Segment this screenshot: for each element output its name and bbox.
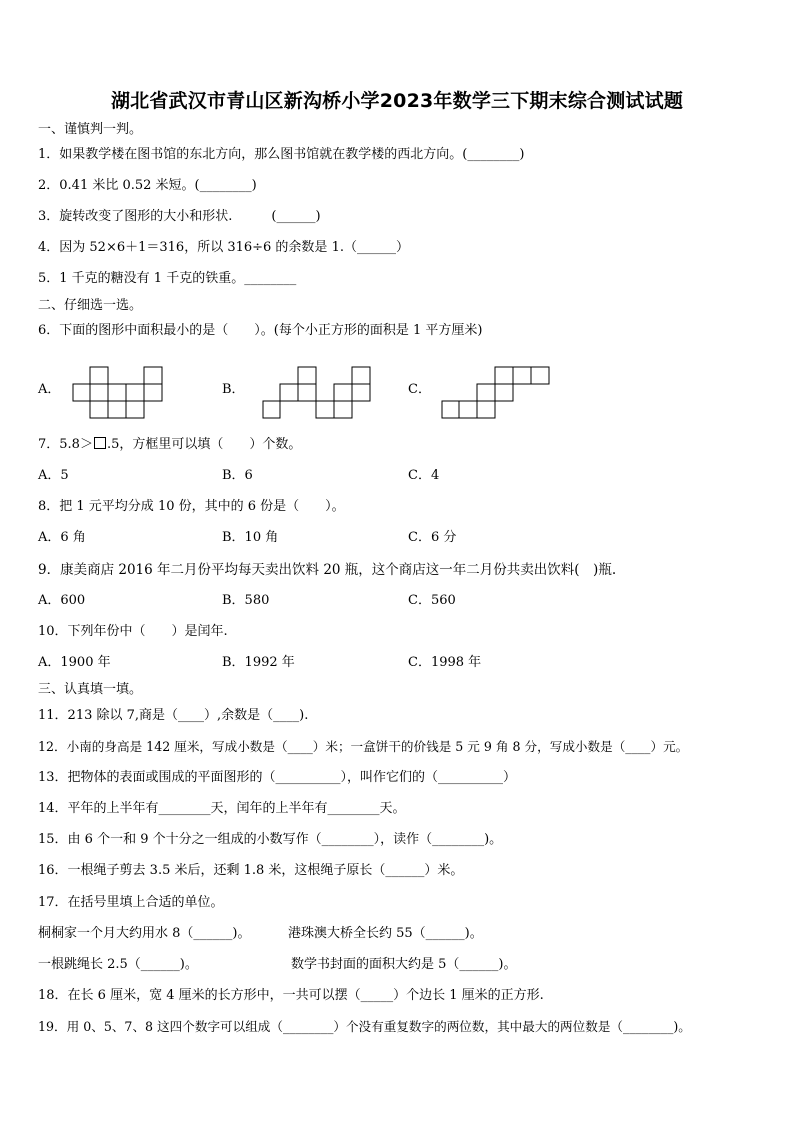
question-16: 16．一根绳子剪去 3.5 米后，还剩 1.8 米，这根绳子原长（______）米。 [38, 863, 464, 878]
question-3: 3．旋转改变了图形的大小和形状. (______) [38, 209, 321, 224]
q7-option-b: B．6 [222, 468, 253, 483]
question-5: 5．1 千克的糖没有 1 千克的铁重。________ [38, 271, 297, 286]
q9-option-a: A．600 [38, 593, 86, 608]
question-4: 4．因为 52×6＋1＝316，所以 316÷6 的余数是 1.（______） [38, 240, 409, 255]
q10-option-b: B．1992 年 [222, 655, 295, 670]
section-heading-3: 三、认真填一填。 [38, 682, 143, 697]
section-heading-1: 一、谨慎判一判。 [38, 122, 143, 137]
page-title: 湖北省武汉市青山区新沟桥小学2023年数学三下期末综合测试试题 [110, 90, 684, 112]
q7-option-c: C．4 [408, 468, 440, 483]
question-8: 8．把 1 元平均分成 10 份，其中的 6 份是（ ）。 [38, 499, 345, 514]
q8-option-b: B．10 角 [222, 530, 279, 545]
question-17: 17．在括号里填上合适的单位。 [38, 895, 224, 910]
question-12: 12．小南的身高是 142 厘米，写成小数是（____）米；一盒饼干的价钱是 5 元 9 角 8 分，写成小数是（____）元。 [38, 739, 689, 754]
question-10: 10．下列年份中（ ）是闰年. [38, 624, 228, 639]
question-17-item-b: 港珠澳大桥全长约 55（______)。 [288, 926, 483, 941]
q8-option-a: A．6 角 [38, 530, 86, 545]
q8-option-c: C．6 分 [408, 530, 457, 545]
q10-option-c: C．1998 年 [408, 655, 482, 670]
question-15: 15．由 6 个一和 9 个十分之一组成的小数写作（________），读作（________)。 [38, 832, 503, 847]
question-7 [38, 437, 301, 453]
question-11: 11．213 除以 7,商是（____）,余数是（____). [38, 708, 309, 723]
q6-option-a-label: A． [38, 382, 61, 397]
question-1: 1．如果教学楼在图书馆的东北方向，那么图书馆就在教学楼的西北方向。(________) [38, 147, 525, 162]
question-9: 9．康美商店 2016 年二月份平均每天卖出饮料 20 瓶，这个商店这一年二月份共卖出饮料( )瓶. [38, 562, 617, 578]
q10-option-a: A．1900 年 [38, 655, 111, 670]
question-19: 19．用 0、5、7、8 这四个数字可以组成（________）个没有重复数字的两位数，其中最大的两位数是（________)。 [38, 1019, 691, 1034]
q6-option-b-label: B． [222, 382, 245, 397]
question-6: 6．下面的图形中面积最小的是（ ）。(每个小正方形的面积是 1 平方厘米) [38, 323, 483, 338]
q6-option-c-figure [441, 366, 551, 420]
question-17-item-a: 桐桐家一个月大约用水 8（______)。 [38, 926, 251, 941]
question-13: 13．把物体的表面或围成的平面图形的（__________），叫作它们的（__________） [38, 770, 517, 785]
q9-option-c: C．560 [408, 593, 456, 608]
section-heading-2: 二、仔细选一选。 [38, 298, 143, 313]
question-18: 18．在长 6 厘米，宽 4 厘米的长方形中，一共可以摆（_____）个边长 1 厘米的正方形. [38, 988, 544, 1003]
question-17-item-c: 一根跳绳长 2.5（______)。 [38, 957, 198, 972]
q6-option-b-figure [262, 366, 372, 420]
question-2: 2．0.41 米比 0.52 米短。(________) [38, 178, 257, 193]
question-17-item-d: 数学书封面的面积大约是 5（______)。 [291, 957, 517, 972]
q9-option-b: B．580 [222, 593, 270, 608]
question-7-suffix: .5，方框里可以填（ ）个数。 [106, 437, 302, 452]
blank-square-icon [94, 437, 106, 449]
question-7-prefix: 7．5.8＞ [38, 437, 93, 452]
q6-option-c-label: C． [408, 382, 431, 397]
question-14: 14．平年的上半年有________天，闰年的上半年有________天。 [38, 801, 406, 816]
q7-option-a: A．5 [38, 468, 69, 483]
q6-option-a-figure [72, 366, 164, 420]
